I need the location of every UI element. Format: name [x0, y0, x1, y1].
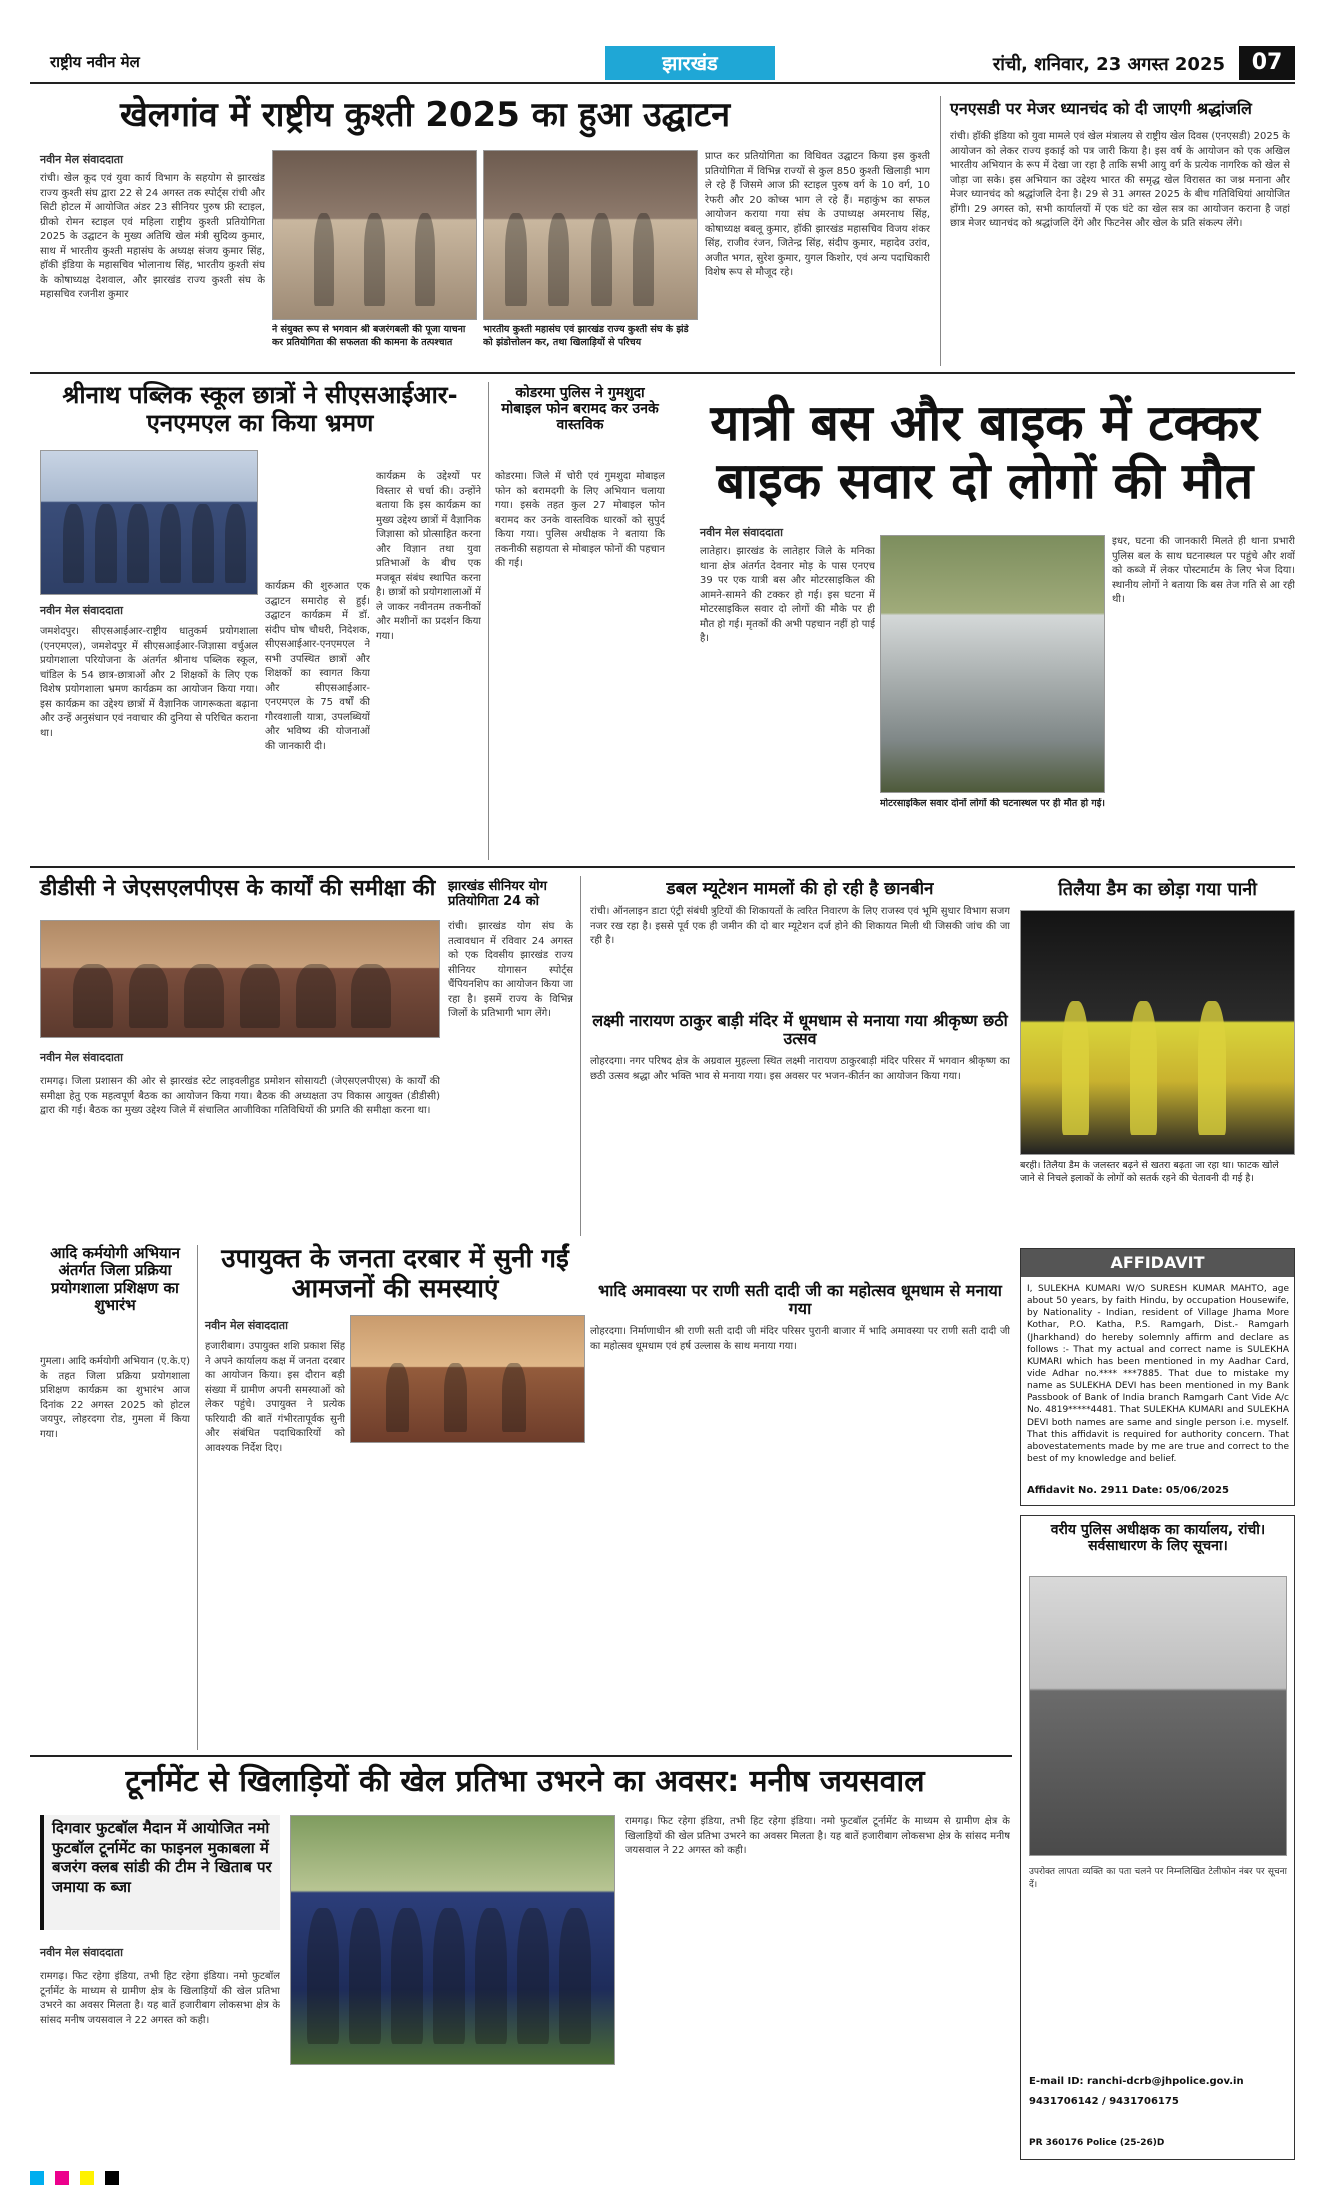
story-koderma-body: कोडरमा। जिले में चोरी एवं गुमशुदा मोबाइल फोन को बरामदगी के लिए अभियान चलाया गया। इसके तहत कुल 27 मोबाइल फोन बरामद कर उनके वास्तविक धारकों को सुपुर्द किया गया। पुलिस अधीक्षक ने बताया कि तकनीकी सहायता से मोबाइल फोनों की पहचान की गई।	[495, 471, 665, 569]
swatch-yellow	[80, 2171, 94, 2185]
story-wrestling-col1: रांची। खेल कूद एवं युवा कार्य विभाग के सहयोग से झारखंड राज्य कुश्ती संघ द्वारा 22 से 24 अगस्त तक स्पोर्ट्स रांची और सिटी होटल में आयोजित अंडर 23 सीनियर पुरुष फ्री स्टाइल, ग्रीको रोमन स्टाइल एवं महिला राष्ट्रीय कुश्ती प्रतियोगिता 2025 के उद्घाटन के मुख्य अतिथि खेल मंत्री सुदिव्य कुमार, साथ में भारतीय कुश्ती महासंघ के अध्यक्ष संजय कुमार सिंह, हॉकी इंडिया के महासचिव भोलानाथ सिंह, भारतीय कुश्ती संघ के कोषाध्यक्ष देशवाल, और झारखंड राज्य कुश्ती संघ के महासचिव रजनीश कुमार	[40, 173, 265, 300]
ddc-meeting-photo	[40, 920, 440, 1038]
story-koderma-headline: कोडरमा पुलिस ने गुमशुदा मोबाइल फोन बरामद कर उनके वास्तविक	[501, 385, 659, 434]
story-karmayogi-body: गुमला। आदि कर्मयोगी अभियान (ए.के.ए) के तहत जिला प्रक्रिया प्रयोगशाला प्रशिक्षण कार्यक्रम का शुभारंभ आज दिनांक 22 अगस्त 2025 को होटल जयपुर, लोहरदगा रोड, गुमला में किया गया।	[40, 1356, 190, 1440]
swatch-black	[105, 2171, 119, 2185]
wrestling-photo-2	[483, 150, 698, 320]
darbar-photo	[350, 1315, 585, 1443]
police-notice-phones: 9431706142 / 9431706175	[1029, 2096, 1179, 2107]
story-karmayogi-headline: आदि कर्मयोगी अभियान अंतर्गत जिला प्रक्रिया प्रयोगशाला प्रशिक्षण का शुभारंभ	[50, 1244, 180, 1314]
wrestling-photo-1	[272, 150, 477, 320]
police-notice	[1020, 1515, 1295, 2160]
police-notice-email: E-mail ID: ranchi-dcrb@jhpolice.gov.in	[1029, 2076, 1244, 2087]
story-ddc-byline: नवीन मेल संवाददाता	[40, 1051, 123, 1064]
affidavit-title: AFFIDAVIT	[1021, 1249, 1294, 1277]
dam-photo	[1020, 910, 1295, 1155]
story-ddc-headline: डीडीसी ने जेएसएलपीएस के कार्यों की समीक्षा की	[40, 876, 436, 901]
story-mutation-body: रांची। ऑनलाइन डाटा एंट्री संबंधी त्रुटियों की शिकायतों के त्वरित निवारण के लिए राजस्व एवं भूमि सुधार विभाग सजग नजर रख रहा है। इससे पूर्व एक ही जमीन की दो बार म्यूटेशन दर्ज होने की शिकायत मिली थी जिसकी जांच की जा रही है।	[590, 906, 1010, 946]
story-ranisati-body: लोहरदगा। निर्माणाधीन श्री राणी सती दादी जी मंदिर परिसर पुरानी बाजार में भादि अमावस्या पर राणी सती दादी जी का महोत्सव धूमधाम एवं हर्ष उल्लास के साथ मनाया गया।	[590, 1326, 1010, 1352]
story-accident-headline: यात्री बस और बाइक में टक्कर बाइक सवार दो लोगों की मौत	[710, 394, 1260, 510]
story-tournament-headline: टूर्नामेंट से खिलाड़ियों की खेल प्रतिभा उभरने का अवसर: मनीष जयसवाल	[125, 1764, 925, 1799]
affidavit-body: I, SULEKHA KUMARI W/O SURESH KUMAR MAHTO, age about 50 years, by faith Hindu, by occupation Housewife, by Nationality - Indian, resident of Village Jhama More Kothar, P.O. Katha, P.S. Ramgarh, Dist.- Ramgarh (Jharkhand) do hereby solemnly affirm and declare as follows :- That my actual and correct name is SULEKHA KUMARI which has been mentioned in my Aadhar Card, vide Adhar no.**** ***7885. That due to mistake my name as SULEKHA DEVI has been mentioned in my Bank Passbook of Bank of India branch Ramgarh Cant Vide A/c No. 4819*****4481. That SULEKHA KUMARI and SULEKHA DEVI both names are same and single person i.e. myself. That this affidavit is required for authority concern. That abovestatements made by me are true and correct to the best of my knowledge and belief.	[1027, 1284, 1289, 1464]
story-temple-body: लोहरदगा। नगर परिषद क्षेत्र के अग्रवाल मुहल्ला स्थित लक्ष्मी नारायण ठाकुरबाड़ी मंदिर परिसर में भगवान श्रीकृष्ण का छठी उत्सव श्रद्धा और भक्ति भाव से मनाया गया। इस अवसर पर भजन-कीर्तन का आयोजन किया गया।	[590, 1056, 1010, 1082]
swatch-cyan	[30, 2171, 44, 2185]
story-wrestling-col4: प्राप्त कर प्रतियोगिता का विधिवत उद्घाटन किया इस कुश्ती प्रतियोगिता में विभिन्न राज्यों से कुल 850 कुश्ती खिलाड़ी भाग ले रहे हैं जिसमे आज फ्री स्टाइल पुरुष वर्ग के 10 वर्ग, 10 रेफरी और 20 कोच्स भाग ले रहे हैं। महाकुंभ का सफल आयोजन कराया गया संघ के उपाध्यक्ष अमरनाथ सिंह, कोषाध्यक्ष बबलू कुमार, हॉकी झारखंड महासचिव विजय शंकर सिंह, राजीव रंजन, जितेन्द्र सिंह, संदीप कुमार, महादेव उरांव, अजीत भगत, सुरेश कुमार, युगल किशोर, एवं अन्य पदाधिकारी विशेष रूप से मौजूद रहे।	[705, 151, 930, 278]
wrestling-col3: भारतीय कुश्ती महासंघ एवं झारखंड राज्य कुश्ती संघ के झंडे को झंडोत्तोलन कर, तथा खिलाड़ियों से परिचय	[483, 324, 689, 348]
story-yoga-headline: झारखंड सीनियर योग प्रतियोगिता 24 को	[448, 879, 547, 909]
police-notice-footer: PR 360176 Police (25-26)D	[1029, 2138, 1165, 2148]
brand-name: राष्ट्रीय नवीन मेल	[50, 53, 140, 71]
story-ranisati-headline: भादि अमावस्या पर राणी सती दादी जी का महोत्सव धूमधाम से मनाया गया	[598, 1281, 1002, 1319]
page-number: 07	[1239, 46, 1295, 80]
story-accident-byline: नवीन मेल संवाददाता	[700, 526, 783, 539]
accident-photo-caption: मोटरसाइकिल सवार दोनों लोगों की घटनास्थल पर ही मौत हो गई।	[880, 798, 1105, 809]
story-temple-headline: लक्ष्मी नारायण ठाकुर बाड़ी मंदिर में धूमधाम से मनाया गया श्रीकृष्ण छठी उत्सव	[592, 1011, 1008, 1049]
affidavit-box	[1020, 1248, 1295, 1506]
dateline: रांची, शनिवार, 23 अगस्त 2025	[992, 54, 1225, 75]
story-darbar-byline: नवीन मेल संवाददाता	[205, 1319, 288, 1332]
story-nsd-body: रांची। हॉकी इंडिया को युवा मामले एवं खेल मंत्रालय से राष्ट्रीय खेल दिवस (एनएसडी) 2025 के आयोजन को लेकर राज्य इकाई को पत्र जारी किया है। इस वर्ष के आयोजन को एक अखिल भारतीय अभियान के रूप में देखा जा रहा है ताकि सभी आयु वर्ग के प्रत्येक नागरिक को खेल से जोड़ा जा सके। इस अभियान का उद्देश्य भारत की समृद्ध खेल विरासत का जश्न मनाना और मेजर ध्यानचंद को श्रद्धांजलि देना है। 29 से 31 अगस्त 2025 के बीच गतिविधियां आयोजित होंगी। 29 अगस्त को, सभी कार्यालयों में एक घंटे का खेल सत्र का आयोजन कराना है जहां छात्र मेजर ध्यानचंद को श्रद्धांजलि देंगे और फिटनेस और खेल के प्रति संकल्प लेंगे।	[950, 131, 1290, 229]
accident-photo	[880, 535, 1105, 793]
story-wrestling-byline: नवीन मेल संवाददाता	[40, 153, 123, 166]
wrestling-photo-caption: ने संयुक्त रूप से भगवान श्री बजरंगबली की पूजा याचना कर प्रतियोगिता की सफलता की कामना के तत्पश्चात	[272, 324, 466, 348]
swatch-magenta	[55, 2171, 69, 2185]
affidavit-number: Affidavit No. 2911 Date: 05/06/2025	[1027, 1485, 1229, 1496]
masthead	[30, 44, 1295, 84]
story-darbar-headline: उपायुक्त के जनता दरबार में सुनी गईं आमजनों की समस्याएं	[221, 1244, 569, 1304]
school-photo	[40, 450, 258, 595]
story-ddc-body: रामगढ़। जिला प्रशासन की ओर से झारखंड स्टेट लाइवलीहुड प्रमोशन सोसायटी (जेएसएलपीएस) के कार्यों की समीक्षा हेतु एक महत्वपूर्ण बैठक का आयोजन किया गया। बैठक की अध्यक्षता उप विकास आयुक्त (डीडीसी) द्वारा की गई। बैठक का मुख्य उद्देश्य जिले में संचालित आजीविका गतिविधियों की प्रगति की समीक्षा करना था।	[40, 1076, 440, 1116]
story-tournament-byline: नवीन मेल संवाददाता	[40, 1946, 123, 1959]
story-school-body1: जमशेदपुर। सीएसआईआर-राष्ट्रीय धातुकर्म प्रयोगशाला (एनएमएल), जमशेदपुर में सीएसआईआर-जिज्ञासा वर्चुअल प्रयोगशाला परियोजना के अंतर्गत श्रीनाथ पब्लिक स्कूल, चांडिल के 54 छात्र-छात्राओं और 2 शिक्षकों के लिए एक विशेष प्रयोगशाला भ्रमण कार्यक्रम का आयोजन किया गया। इस कार्यक्रम का उद्देश्य छात्रों में वैज्ञानिक जागरूकता बढ़ाना और उन्हें अनुसंधान एवं नवाचार की दुनिया से परिचित कराना था।	[40, 626, 258, 739]
police-notice-title: वरीय पुलिस अधीक्षक का कार्यालय, रांची। सर्वसाधारण के लिए सूचना।	[1050, 1522, 1266, 1555]
story-dam-headline: तिलैया डैम का छोड़ा गया पानी	[1058, 879, 1257, 900]
story-tournament-body-cont: रामगढ़। फिट रहेगा इंडिया, तभी हिट रहेगा इंडिया। नमो फुटबॉल टूर्नामेंट के माध्यम से ग्रामीण क्षेत्र के खिलाड़ियों की खेल प्रतिभा उभरने का अवसर मिलता है। यह बातें हजारीबाग लोकसभा क्षेत्र के सांसद मनीष जयसवाल ने 22 अगस्त को कही।	[625, 1816, 1010, 1856]
story-school-headline: श्रीनाथ पब्लिक स्कूल छात्रों ने सीएसआईआर-एनएमएल का किया भ्रमण	[62, 381, 458, 437]
tournament-photo	[290, 1815, 615, 2065]
story-tournament-bullet: दिगवार फुटबॉल मैदान में आयोजित नमो फुटबॉल टूर्नामेंट का फाइनल मुकाबला में बजरंग क्लब सांडी की टीम ने खिताब पर जमाया क ब्जा	[40, 1815, 280, 1930]
story-yoga-body: रांची। झारखंड योग संघ के तत्वावधान में रविवार 24 अगस्त को एक दिवसीय झारखंड राज्य सीनियर योगासन स्पोर्ट्स चैंपियनशिप का आयोजन किया जा रहा है। इसमें राज्य के विभिन्न जिलों के प्रतिभागी भाग लेंगे।	[448, 921, 573, 1019]
story-darbar-body: हजारीबाग। उपायुक्त शशि प्रकाश सिंह ने अपने कार्यालय कक्ष में जनता दरबार का आयोजन किया। इस दौरान बड़ी संख्या में ग्रामीण अपनी समस्याओं को लेकर पहुंचे। उपायुक्त ने प्रत्येक फरियादी की बातें गंभीरतापूर्वक सुनी और संबंधित पदाधिकारियों को आवश्यक निर्देश दिए।	[205, 1341, 345, 1454]
police-notice-body: उपरोक्त लापता व्यक्ति का पता चलने पर निम्नलिखित टेलीफोन नंबर पर सूचना दें।	[1029, 1867, 1287, 1891]
story-nsd-headline: एनएसडी पर मेजर ध्यानचंद को दी जाएगी श्रद्धांजलि	[950, 99, 1252, 118]
story-school-body3: कार्यक्रम के उद्देश्यों पर विस्तार से चर्चा की। उन्होंने बताया कि इस कार्यक्रम का मुख्य उद्देश्य छात्रों में वैज्ञानिक जिज्ञासा को प्रोत्साहित करना और विज्ञान तथा युवा प्रतिभाओं के बीच एक मजबूत संबंध स्थापित करना है। छात्रों को प्रयोगशालाओं में ले जाकर नवीनतम तकनीकों और मशीनों का प्रदर्शन किया गया।	[376, 471, 481, 642]
dam-caption: बरही। तिलैया डैम के जलस्तर बढ़ने से खतरा बढ़ता जा रहा था। फाटक खोले जाने से निचले इलाकों के लोगों को सतर्क रहने की चेतावनी दी गई है।	[1020, 1160, 1279, 1184]
print-registration-strip	[30, 2170, 1295, 2184]
story-accident-body1: लातेहार। झारखंड के लातेहार जिले के मनिका थाना क्षेत्र अंतर्गत देवनार मोड़ के पास एनएच 39 पर एक यात्री बस और मोटरसाइकिल की आमने-सामने की टक्कर हो गई। इस घटना में मोटरसाइकिल सवार दो लोगों की मौके पर ही मौत हो गई। मृतकों की अभी पहचान नहीं हो पाई है।	[700, 546, 875, 644]
story-mutation-headline: डबल म्यूटेशन मामलों की हो रही है छानबीन	[666, 879, 934, 899]
story-school-byline: नवीन मेल संवाददाता	[40, 604, 123, 617]
story-wrestling-headline: खेलगांव में राष्ट्रीय कुश्ती 2025 का हुआ उद्घाटन	[120, 95, 731, 135]
missing-person-photo	[1029, 1576, 1287, 1856]
section-label: झारखंड	[605, 46, 775, 80]
story-tournament-body: रामगढ़। फिट रहेगा इंडिया, तभी हिट रहेगा इंडिया। नमो फुटबॉल टूर्नामेंट के माध्यम से ग्रामीण क्षेत्र के खिलाड़ियों की खेल प्रतिभा उभरने का अवसर मिलता है। यह बातें हजारीबाग लोकसभा क्षेत्र के सांसद मनीष जयसवाल ने 22 अगस्त को कही।	[40, 1971, 280, 2026]
story-accident-body2: इधर, घटना की जानकारी मिलते ही थाना प्रभारी पुलिस बल के साथ घटनास्थल पर पहुंचे और शवों को कब्जे में लेकर पोस्टमार्टम के लिए भेज दिया। स्थानीय लोगों ने बताया कि बस तेज गति से आ रही थी।	[1112, 536, 1295, 605]
story-school-body2: कार्यक्रम की शुरुआत एक उद्घाटन समारोह से हुई। उद्घाटन कार्यक्रम में डॉ. संदीप घोष चौधरी, निदेशक, सीएसआईआर-एनएमएल ने सभी उपस्थित छात्रों और शिक्षकों का स्वागत किया और सीएसआईआर-एनएमएल के 75 वर्षों की गौरवशाली यात्रा, उपलब्धियों और भविष्य की योजनाओं की जानकारी दी।	[265, 581, 370, 752]
